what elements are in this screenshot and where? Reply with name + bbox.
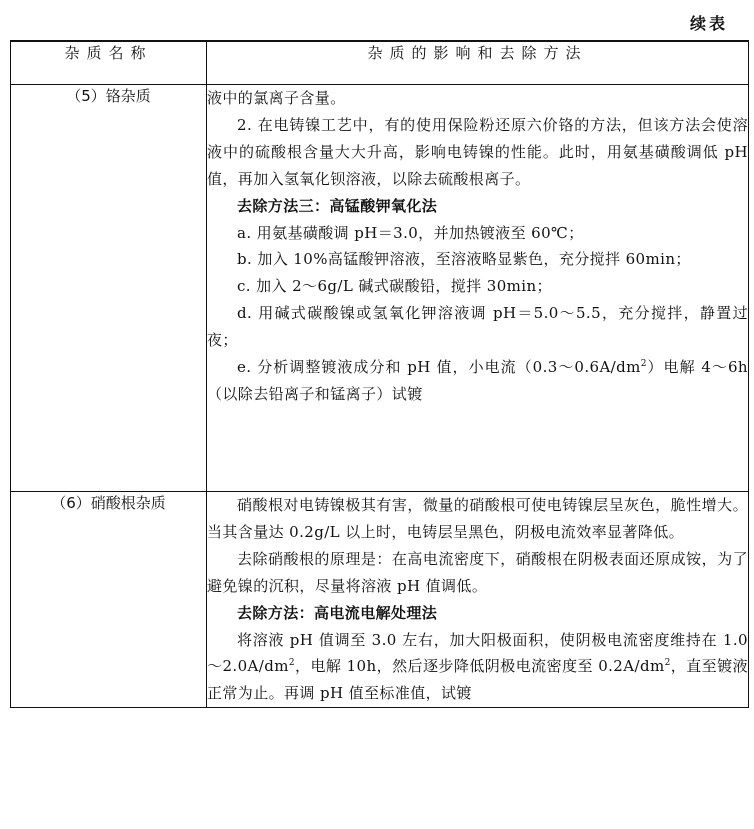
paragraph: 硝酸根对电铸镍极其有害，微量的硝酸根可使电铸镍层呈灰色，脆性增大。当其含量达 0.2g/L 以上时，电铸层呈黑色，阴极电流效率显著降低。	[207, 496, 748, 541]
step-e	[207, 354, 748, 408]
table-row	[11, 492, 749, 708]
table-row	[11, 85, 749, 492]
step-d: d. 用碱式碳酸镍或氢氧化钾溶液调 pH＝5.0～5.5，充分搅拌，静置过夜；	[207, 304, 748, 350]
superscript: 2	[640, 359, 647, 370]
method-heading: 去除方法三：高锰酸钾氧化法	[237, 196, 438, 215]
impurity-name-chromium: （5）铬杂质	[11, 85, 207, 492]
header-impurity-name: 杂质名称	[11, 41, 207, 85]
continued-table-label: 续表	[689, 14, 728, 33]
step-e-text: e. 分析调整镀液成分和 pH 值，小电流（0.3～0.6A/dm	[237, 358, 641, 377]
impurity-name-nitrate: （6）硝酸根杂质	[11, 492, 207, 708]
paragraph: 2. 在电铸镍工艺中，有的使用保险粉还原六价铬的方法，但该方法会使溶液中的硫酸根含量大大升高，影响电铸镍的性能。此时，用氨基磺酸调低 pH 值，再加入氢氧化钡溶液，以除去硫酸根离子。	[207, 115, 748, 188]
paragraph	[207, 627, 748, 708]
text-part: ，电解 10h，然后逐步降低阴极电流密度至 0.2A/dm	[294, 657, 665, 676]
superscript: 2	[664, 658, 671, 669]
text-part: 将溶液 pH 值调至 3.0 左右，加大阳极面积，使阴极电流密度维持在 1.0～2.0A/dm	[207, 630, 748, 676]
step-c: c. 加入 2～6g/L 碱式碳酸铅，搅拌 30min；	[237, 277, 552, 296]
impurity-table	[10, 40, 749, 708]
step-a: a. 用氨基磺酸调 pH＝3.0，并加热镀液至 60℃；	[237, 223, 584, 242]
step-b: b. 加入 10%高锰酸钾溶液，至溶液略显紫色，充分搅拌 60min；	[237, 250, 691, 269]
paragraph: 去除硝酸根的原理是：在高电流密度下，硝酸根在阴极表面还原成铵，为了避免镍的沉积，尽量将溶液 pH 值调低。	[207, 549, 748, 595]
paragraph: 液中的氯离子含量。	[207, 89, 346, 107]
superscript: 2	[288, 658, 295, 669]
impurity-description	[207, 85, 749, 492]
text-part: ，直至镀液正常为止。再调 pH 值至标准值，试镀	[207, 657, 748, 703]
method-heading: 去除方法：高电流电解处理法	[237, 603, 438, 622]
header-effect-and-removal: 杂质的影响和去除方法	[207, 41, 749, 85]
step-e-text-end: ）电解 4～6h（以除去铅离子和锰离子）试镀	[207, 358, 748, 403]
impurity-description	[207, 492, 749, 708]
table-header-row	[11, 41, 749, 85]
